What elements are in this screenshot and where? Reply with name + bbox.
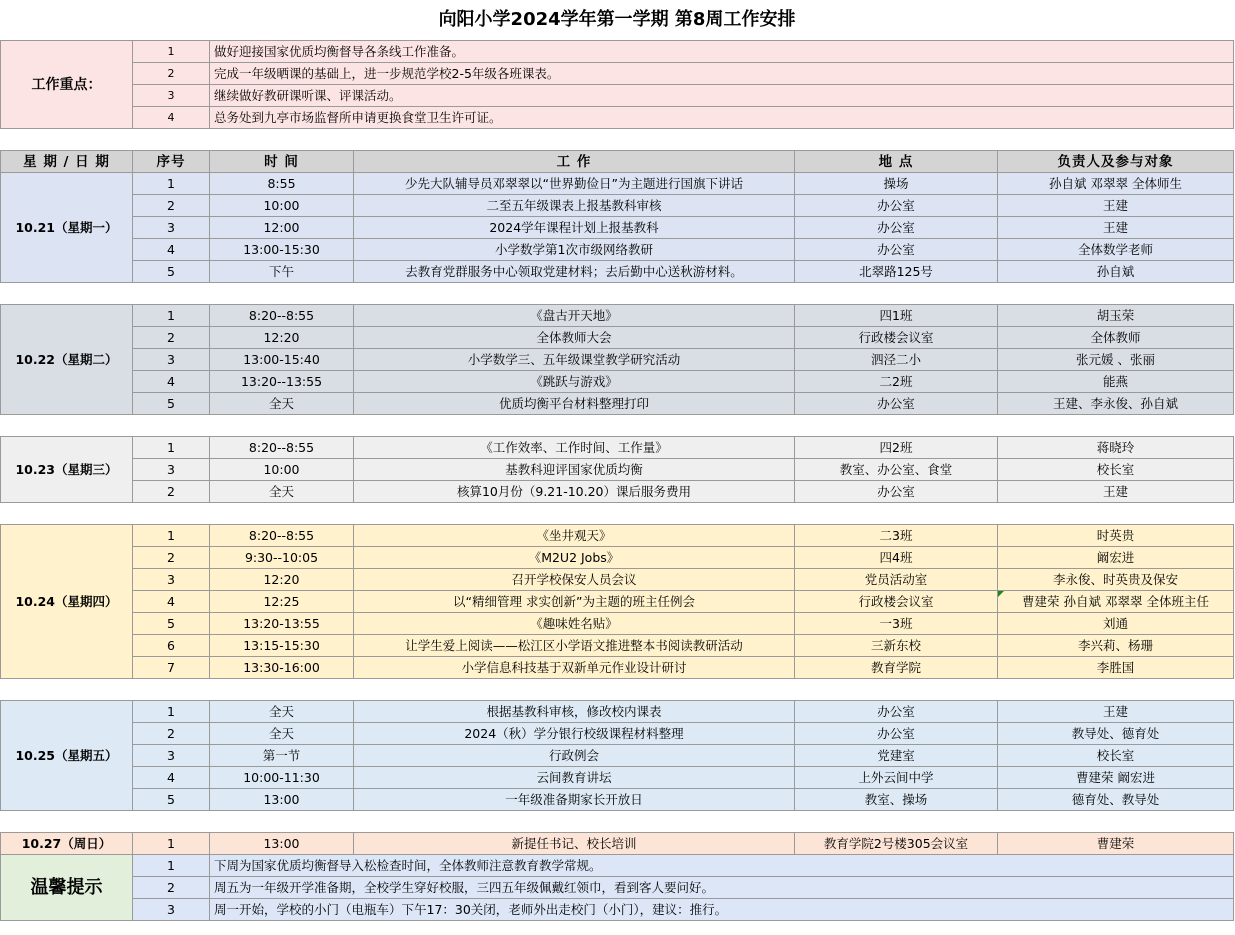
row-place: 教室、办公室、食堂 [795,459,998,481]
focus-label: 工作重点： [1,41,133,129]
row-place: 办公室 [795,195,998,217]
row-time: 全天 [210,481,354,503]
row-place: 上外云间中学 [795,767,998,789]
row-place: 教室、操场 [795,789,998,811]
row-place: 党员活动室 [795,569,998,591]
row-no: 5 [133,789,210,811]
row-no: 2 [133,327,210,349]
day-label: 10.22（星期二） [1,305,133,415]
row-work: 小学信息科技基于双新单元作业设计研讨 [354,657,795,679]
header-work: 工 作 [354,151,795,173]
row-no: 2 [133,481,210,503]
row-time: 10:00 [210,195,354,217]
row-person: 校长室 [998,745,1234,767]
row-person: 曹建荣 [998,833,1234,855]
row-no: 5 [133,613,210,635]
header-place: 地 点 [795,151,998,173]
row-time: 全天 [210,723,354,745]
focus-no: 1 [133,41,210,63]
row-no: 1 [133,701,210,723]
row-work: 去教育党群服务中心领取党建材料；去后勤中心送秋游材料。 [354,261,795,283]
row-time: 9:30--10:05 [210,547,354,569]
row-place: 四1班 [795,305,998,327]
row-work: 优质均衡平台材料整理打印 [354,393,795,415]
tip-no: 1 [133,855,210,877]
row-person: 张元媛 、张丽 [998,349,1234,371]
row-time: 12:20 [210,327,354,349]
row-place: 泗泾二小 [795,349,998,371]
row-no: 3 [133,459,210,481]
row-no: 1 [133,437,210,459]
row-person: 校长室 [998,459,1234,481]
row-person: 全体数学老师 [998,239,1234,261]
row-place: 行政楼会议室 [795,327,998,349]
tip-text: 下周为国家优质均衡督导入松检查时间，全体教师注意教育教学常规。 [210,855,1234,877]
row-place: 教育学院 [795,657,998,679]
row-person: 能燕 [998,371,1234,393]
header-time: 时 间 [210,151,354,173]
row-time: 8:20--8:55 [210,525,354,547]
row-place: 行政楼会议室 [795,591,998,613]
row-time: 13:30-16:00 [210,657,354,679]
row-time: 13:00-15:40 [210,349,354,371]
row-work: 召开学校保安人员会议 [354,569,795,591]
focus-text: 完成一年级晒课的基础上，进一步规范学校2-5年级各班课表。 [210,63,1234,85]
header-person: 负责人及参与对象 [998,151,1234,173]
row-person: 孙自斌 邓翠翠 全体师生 [998,173,1234,195]
row-time: 第一节 [210,745,354,767]
row-no: 4 [133,591,210,613]
header-no: 序号 [133,151,210,173]
row-time: 8:20--8:55 [210,437,354,459]
row-no: 1 [133,833,210,855]
row-work: 《盘古开天地》 [354,305,795,327]
row-place: 一3班 [795,613,998,635]
row-time: 12:20 [210,569,354,591]
row-person: 王建 [998,481,1234,503]
row-person: 德育处、教导处 [998,789,1234,811]
focus-text: 继续做好教研课听课、评课活动。 [210,85,1234,107]
row-work: 让学生爱上阅读——松江区小学语文推进整本书阅读教研活动 [354,635,795,657]
row-place: 办公室 [795,239,998,261]
row-place: 办公室 [795,723,998,745]
row-work: 《坐井观天》 [354,525,795,547]
row-person: 刘通 [998,613,1234,635]
row-no: 4 [133,239,210,261]
row-work: 根据基教科审核，修改校内课表 [354,701,795,723]
row-no: 5 [133,393,210,415]
row-no: 2 [133,195,210,217]
row-work: 新提任书记、校长培训 [354,833,795,855]
row-work: 《工作效率、工作时间、工作量》 [354,437,795,459]
row-time: 下午 [210,261,354,283]
row-time: 13:20--13:55 [210,371,354,393]
row-place: 操场 [795,173,998,195]
row-person: 全体教师 [998,327,1234,349]
row-person: 曹建荣 阚宏进 [998,767,1234,789]
row-place: 党建室 [795,745,998,767]
row-work: 基教科迎评国家优质均衡 [354,459,795,481]
row-person: 王建 [998,701,1234,723]
tip-text: 周五为一年级开学准备期，全校学生穿好校服，三四五年级佩戴红领巾，看到客人要问好。 [210,877,1234,899]
row-person: 时英贵 [998,525,1234,547]
row-no: 3 [133,217,210,239]
row-time: 10:00 [210,459,354,481]
row-work: 云间教育讲坛 [354,767,795,789]
row-work: 一年级准备期家长开放日 [354,789,795,811]
row-work: 核算10月份（9.21-10.20）课后服务费用 [354,481,795,503]
row-work: 2024（秋）学分银行校级课程材料整理 [354,723,795,745]
row-work: 《跳跃与游戏》 [354,371,795,393]
row-time: 13:00 [210,789,354,811]
row-time: 13:00-15:30 [210,239,354,261]
row-person: 胡玉荣 [998,305,1234,327]
row-time: 8:55 [210,173,354,195]
row-work: 以“精细管理 求实创新”为主题的班主任例会 [354,591,795,613]
row-person: 王建、李永俊、孙自斌 [998,393,1234,415]
page-title: 向阳小学2024学年第一学期 第8周工作安排 [1,0,1234,41]
row-person: 曹建荣 孙自斌 邓翠翠 全体班主任 [998,591,1234,613]
row-no: 6 [133,635,210,657]
row-work: 2024学年课程计划上报基教科 [354,217,795,239]
row-time: 13:00 [210,833,354,855]
tip-no: 2 [133,877,210,899]
focus-no: 3 [133,85,210,107]
row-time: 10:00-11:30 [210,767,354,789]
row-place: 教育学院2号楼305会议室 [795,833,998,855]
row-work: 少先大队辅导员邓翠翠以“世界勤俭日”为主题进行国旗下讲话 [354,173,795,195]
day-label: 10.25（星期五） [1,701,133,811]
row-work: 小学数学三、五年级课堂教学研究活动 [354,349,795,371]
row-place: 办公室 [795,217,998,239]
row-person: 王建 [998,217,1234,239]
row-place: 三新东校 [795,635,998,657]
focus-no: 2 [133,63,210,85]
row-work: 二至五年级课表上报基教科审核 [354,195,795,217]
row-place: 办公室 [795,481,998,503]
row-person: 李兴莉、杨珊 [998,635,1234,657]
row-person: 王建 [998,195,1234,217]
row-no: 3 [133,745,210,767]
row-time: 13:15-15:30 [210,635,354,657]
focus-text: 做好迎接国家优质均衡督导各条线工作准备。 [210,41,1234,63]
day-label: 10.23（星期三） [1,437,133,503]
header-day: 星 期 / 日 期 [1,151,133,173]
row-no: 7 [133,657,210,679]
tip-no: 3 [133,899,210,921]
row-place: 北翠路125号 [795,261,998,283]
row-no: 3 [133,569,210,591]
row-place: 二3班 [795,525,998,547]
row-person: 孙自斌 [998,261,1234,283]
row-no: 2 [133,723,210,745]
focus-no: 4 [133,107,210,129]
row-no: 1 [133,173,210,195]
day-label: 10.21（星期一） [1,173,133,283]
row-work: 《M2U2 Jobs》 [354,547,795,569]
row-time: 全天 [210,701,354,723]
row-work: 全体教师大会 [354,327,795,349]
row-place: 四4班 [795,547,998,569]
row-person: 教导处、德育处 [998,723,1234,745]
row-place: 四2班 [795,437,998,459]
row-person: 阚宏进 [998,547,1234,569]
day-label: 10.27（周日） [1,833,133,855]
row-no: 1 [133,305,210,327]
tips-label: 温馨提示 [1,855,133,921]
row-person: 李永俊、时英贵及保安 [998,569,1234,591]
row-no: 5 [133,261,210,283]
row-place: 二2班 [795,371,998,393]
row-no: 2 [133,547,210,569]
row-place: 办公室 [795,393,998,415]
row-time: 8:20--8:55 [210,305,354,327]
row-no: 1 [133,525,210,547]
row-time: 全天 [210,393,354,415]
row-place: 办公室 [795,701,998,723]
row-time: 12:25 [210,591,354,613]
row-no: 3 [133,349,210,371]
row-person: 李胜国 [998,657,1234,679]
tip-text: 周一开始，学校的小门（电瓶车）下午17：30关闭，老师外出走校门（小门），建议：推行。 [210,899,1234,921]
row-work: 小学数学第1次市级网络教研 [354,239,795,261]
row-time: 13:20-13:55 [210,613,354,635]
focus-text: 总务处到九亭市场监督所申请更换食堂卫生许可证。 [210,107,1234,129]
row-person: 蒋晓玲 [998,437,1234,459]
row-work: 《趣味姓名贴》 [354,613,795,635]
row-work: 行政例会 [354,745,795,767]
row-time: 12:00 [210,217,354,239]
day-label: 10.24（星期四） [1,525,133,679]
row-no: 4 [133,371,210,393]
row-no: 4 [133,767,210,789]
